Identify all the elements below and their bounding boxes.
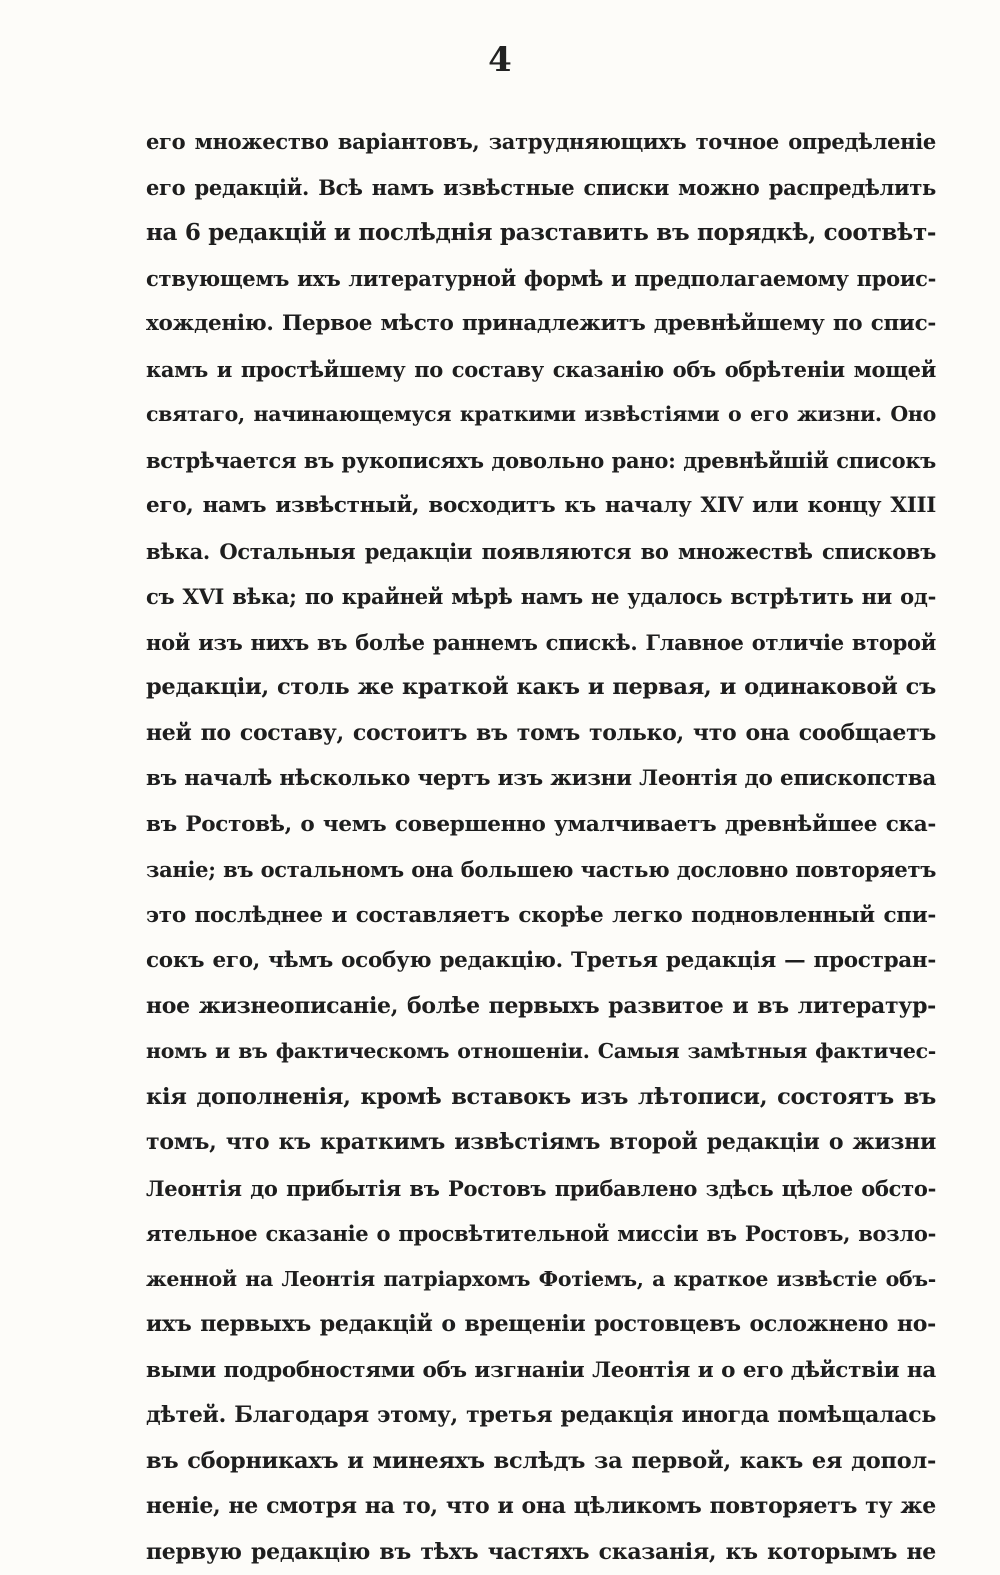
text-line: вѣка. Остальныя редакціи появляются во множествѣ списковъ [146, 529, 936, 575]
text-line: неніе, не смотря на то, что и она цѣликомъ повторяетъ ту же [146, 1484, 936, 1530]
text-line: въ Ростовѣ, о чемъ совершенно умалчиваетъ древнѣйшее ска- [146, 802, 936, 848]
text-line: святаго, начинающемуся краткими извѣстіями о его жизни. Оно [146, 392, 936, 438]
text-line: ное жизнеописаніе, болѣе первыхъ развитое и въ литератур- [146, 984, 936, 1030]
text-line: сокъ его, чѣмъ особую редакцію. Третья редакція — простран- [146, 938, 936, 984]
text-line: первую редакцію въ тѣхъ частяхъ сказанія, къ которымъ не [146, 1530, 936, 1575]
text-line: ней по составу, состоитъ въ томъ только, что она сообщаетъ [146, 711, 936, 757]
text-line: редакціи, столь же краткой какъ и первая, и одинаковой съ [146, 665, 936, 711]
text-line: его редакцій. Всѣ намъ извѣстные списки можно распредѣлить [146, 165, 936, 211]
text-line: хожденію. Первое мѣсто принадлежитъ древнѣйшему по спис- [146, 301, 936, 347]
text-line: номъ и въ фактическомъ отношеніи. Самыя замѣтныя фактичес- [146, 1029, 936, 1075]
text-line: томъ, что къ краткимъ извѣстіямъ второй редакціи о жизни [146, 1120, 936, 1166]
text-line: Леонтія до прибытія въ Ростовъ прибавлено здѣсь цѣлое обсто- [146, 1166, 936, 1212]
text-line: съ XVI вѣка; по крайней мѣрѣ намъ не удалось встрѣтить ни од- [146, 574, 936, 620]
text-line: на 6 редакцій и послѣднія разставить въ порядкѣ, соотвѣт- [146, 210, 936, 256]
text-line: женной на Леонтія патріархомъ Фотіемъ, а краткое извѣстіе объ- [146, 1257, 936, 1303]
text-line: встрѣчается въ рукописяхъ довольно рано: древнѣйшій списокъ [146, 438, 936, 484]
text-line: ной изъ нихъ въ болѣе раннемъ спискѣ. Главное отличіе второй [146, 620, 936, 666]
text-line: ихъ первыхъ редакцій о врещеніи ростовцевъ осложнено но- [146, 1302, 936, 1348]
text-line: его множество варіантовъ, затрудняющихъ точное опредѣленіе [146, 119, 936, 165]
body-text [146, 119, 936, 1575]
text-line: ствующемъ ихъ литературной формѣ и предполагаемому проис- [146, 256, 936, 302]
text-line: кія дополненія, кромѣ вставокъ изъ лѣтописи, состоятъ въ [146, 1075, 936, 1121]
text-line: въ сборникахъ и минеяхъ вслѣдъ за первой, какъ ея допол- [146, 1439, 936, 1485]
text-line: это послѣднее и составляетъ скорѣе легко подновленный спи- [146, 893, 936, 939]
text-line: выми подробностями объ изгнаніи Леонтія и о его дѣйствіи на [146, 1348, 936, 1394]
text-line: заніе; въ остальномъ она большею частью дословно повторяетъ [146, 847, 936, 893]
text-line: камъ и простѣйшему по составу сказанію объ обрѣтеніи мощей [146, 347, 936, 393]
text-line: его, намъ извѣстный, восходитъ къ началу XIV или концу XIII [146, 483, 936, 529]
text-line: дѣтей. Благодаря этому, третья редакція иногда помѣщалась [146, 1393, 936, 1439]
text-line: въ началѣ нѣсколько чертъ изъ жизни Леонтія до епископства [146, 756, 936, 802]
text-line: ятельное сказаніе о просвѣтительной миссіи въ Ростовъ, возло- [146, 1211, 936, 1257]
page-number: 4 [0, 40, 1000, 80]
